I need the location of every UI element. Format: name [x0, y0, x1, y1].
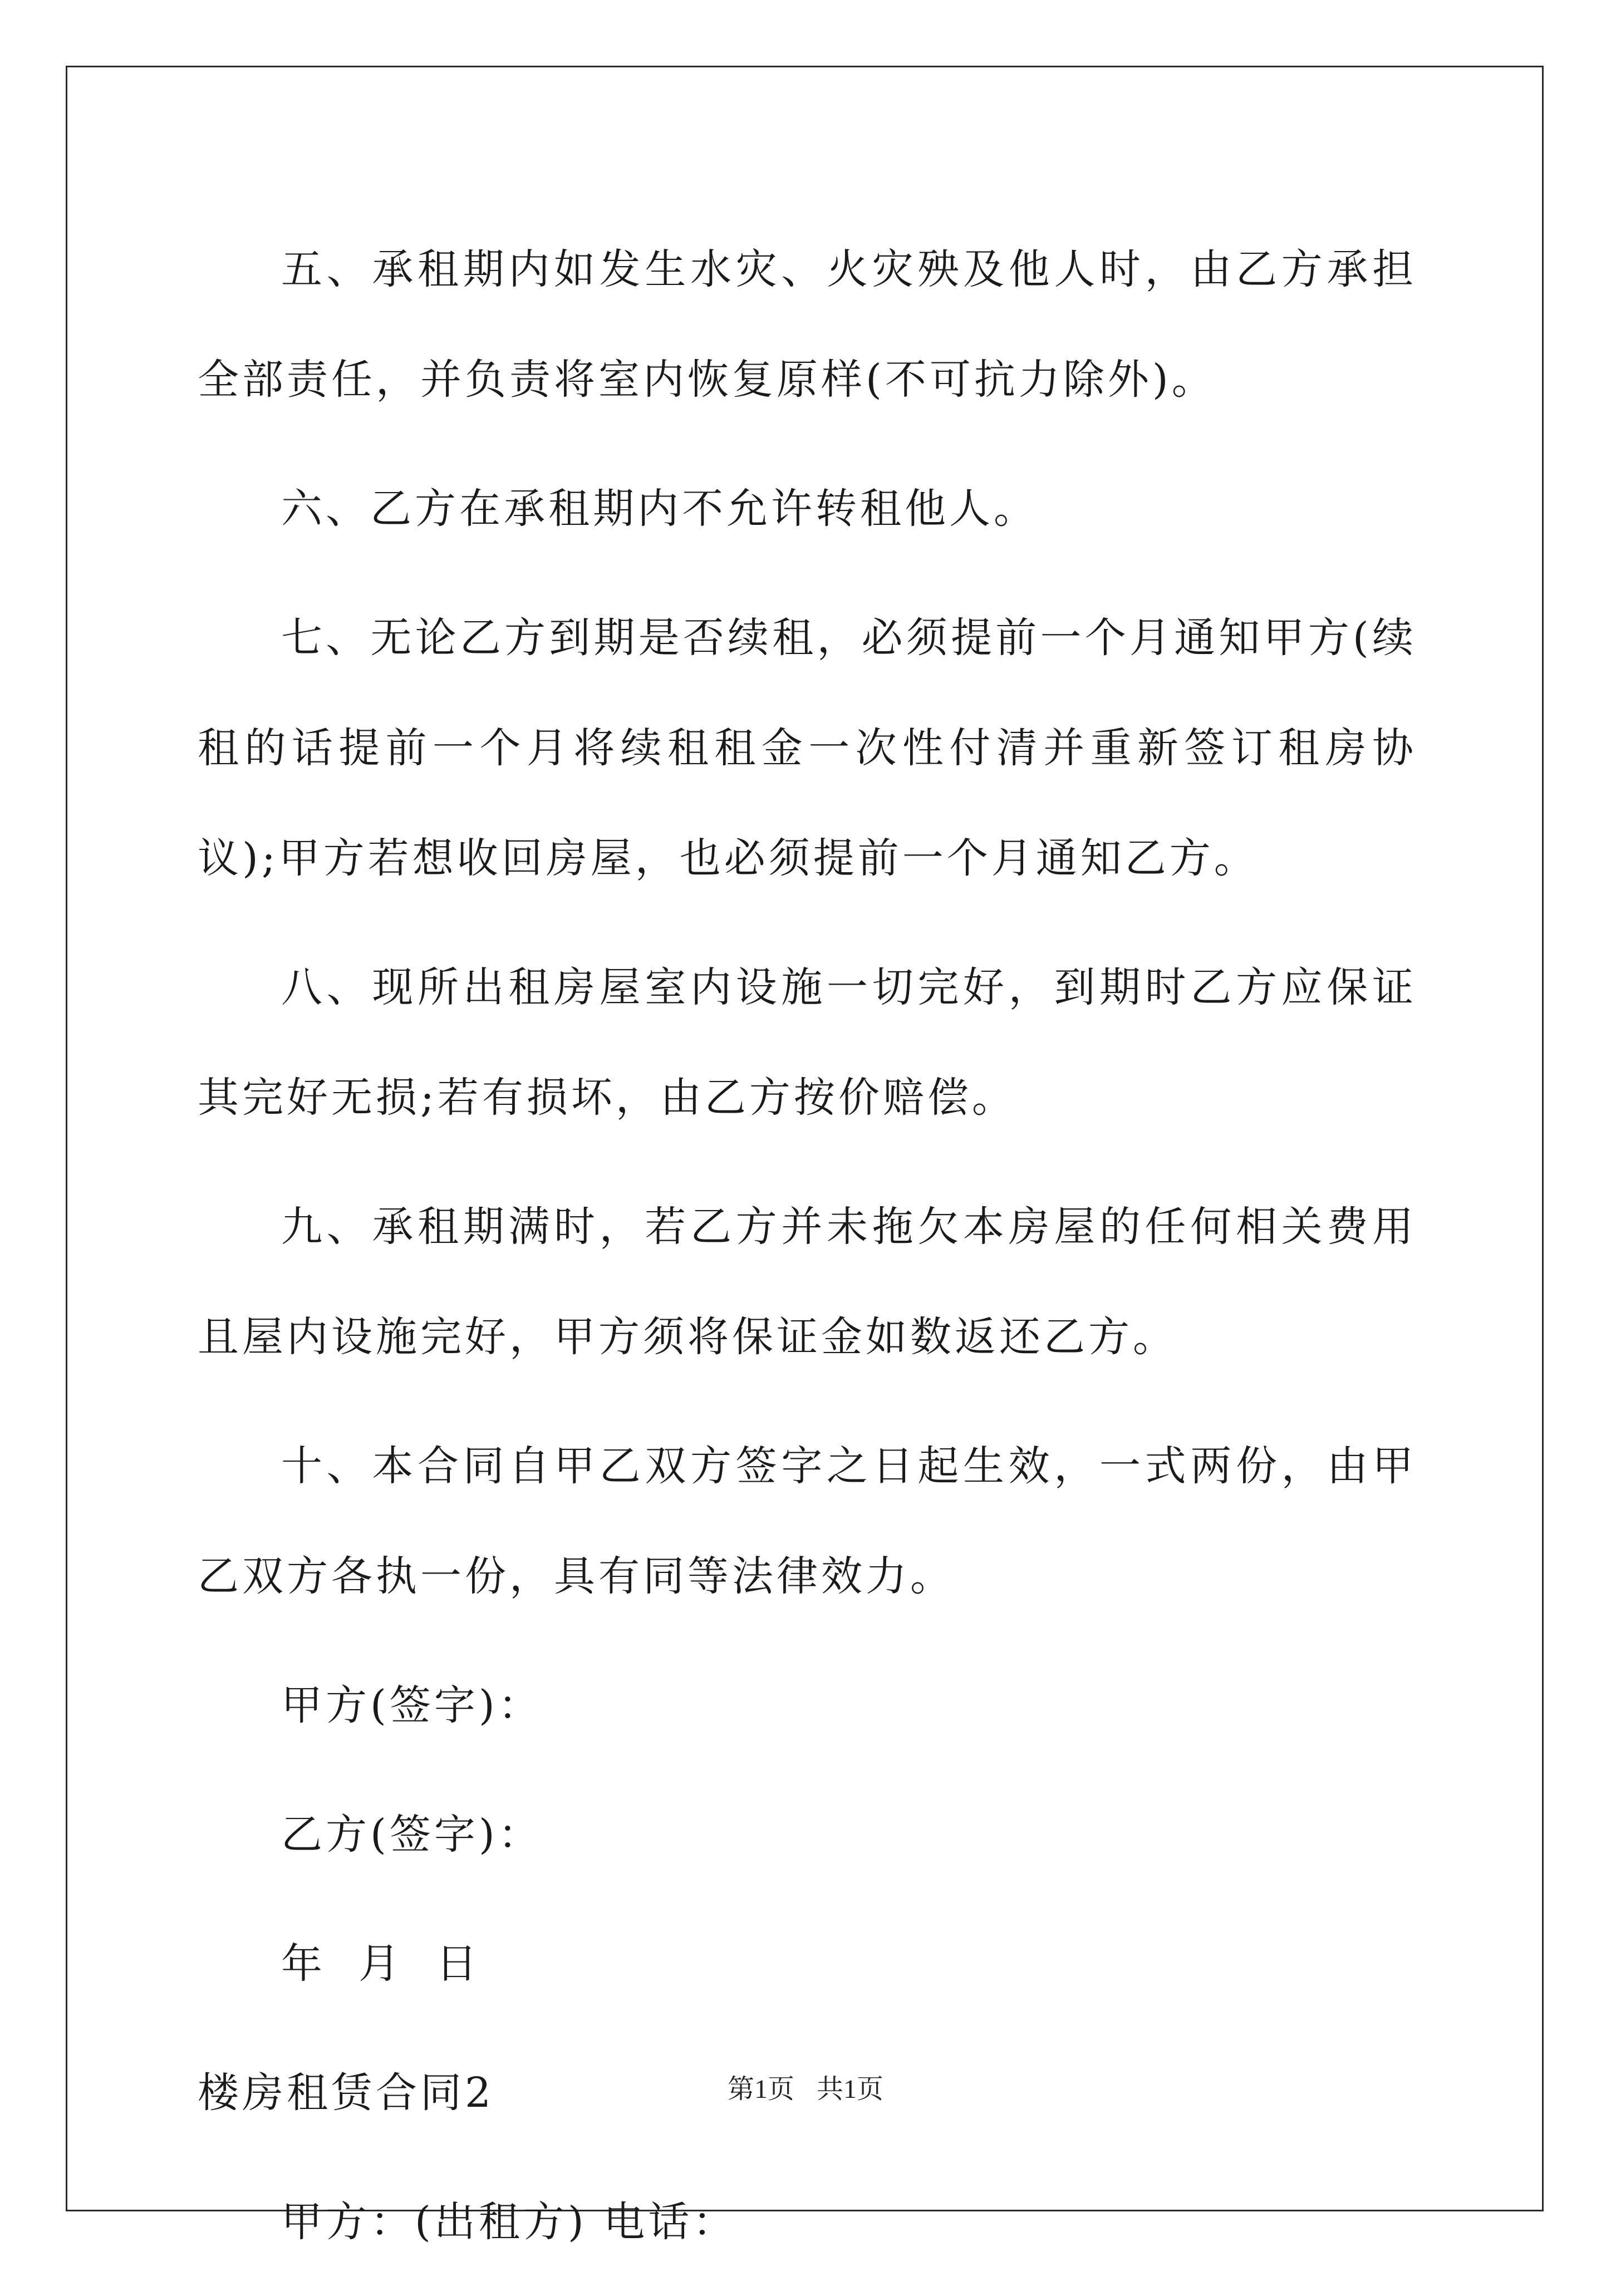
page-number: 第1页 — [727, 2074, 794, 2104]
contract-title: 楼房租赁合同2 — [198, 2069, 495, 2117]
document-body — [198, 214, 1417, 2296]
clause-9: 九、承租期满时，若乙方并未拖欠本房屋的任何相关费用且屋内设施完好，甲方须将保证金如数返还乙方。 — [198, 1203, 1417, 1361]
page-footer — [0, 2067, 1611, 2106]
clause-8: 八、现所出租房屋室内设施一切完好，到期时乙方应保证其完好无损;若有损坏，由乙方按价赔偿。 — [198, 963, 1417, 1122]
party-b-signature: 乙方(签字)： — [281, 1811, 543, 1859]
clause-10: 十、本合同自甲乙双方签字之日起生效，一式两份，由甲乙双方各执一份，具有同等法律效力。 — [198, 1442, 1417, 1600]
page-total: 共1页 — [817, 2074, 884, 2104]
clause-5: 五、承租期内如发生水灾、火灾殃及他人时，由乙方承担全部责任，并负责将室内恢复原样(不可抗力除外)。 — [198, 245, 1417, 404]
clause-6: 六、乙方在承租期内不允许转租他人。 — [281, 485, 1038, 533]
signature-date: 年 月 日 — [281, 1940, 481, 1988]
party-a-signature: 甲方(签字)： — [281, 1682, 543, 1729]
clause-7: 七、无论乙方到期是否续租，必须提前一个月通知甲方(续租的话提前一个月将续租租金一次性付清并重新签订租房协议);甲方若想收回房屋，也必须提前一个月通知乙方。 — [198, 614, 1417, 882]
party-a-info: 甲方：(出租方) 电话： — [281, 2198, 738, 2246]
